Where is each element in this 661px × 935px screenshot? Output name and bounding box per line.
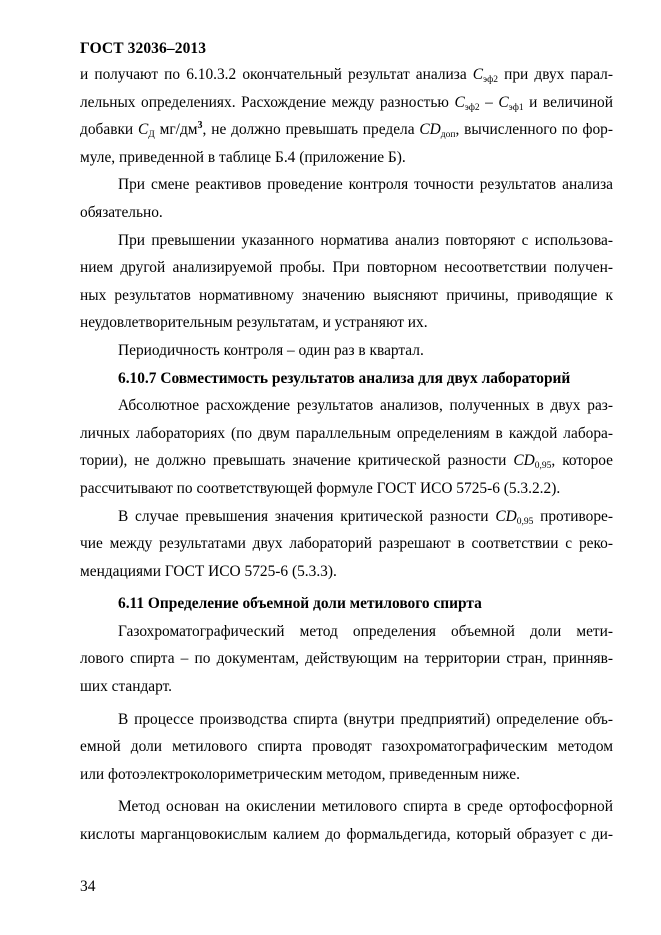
- text-line: личных лабораториях (по двум параллельным определениям в каждой лабора-: [80, 424, 613, 442]
- paragraph-production: [80, 706, 613, 789]
- section-heading-6-11: 6.11 Определение объемной доли метилового спирта: [118, 595, 482, 613]
- text-line: Периодичность контроля – один раз в квартал.: [118, 341, 424, 359]
- paragraph-result: [80, 61, 613, 171]
- paragraph-gas-chromatography: [80, 618, 613, 701]
- text-line: При превышении указанного норматива анализ повторяют с использова-: [118, 231, 613, 249]
- paragraph-reagents: [80, 171, 613, 226]
- text-line: кислоты марганцовокислым калием до формальдегида, который образует с ди-: [80, 826, 613, 844]
- text-line: Метод основан на окислении метилового спирта в среде ортофосфорной: [118, 798, 613, 816]
- page-content: [80, 61, 613, 849]
- paragraph-method: [80, 793, 613, 848]
- paragraph-periodicity: [80, 337, 613, 365]
- text-line: нием другой анализируемой пробы. При повторном несоответствии получен-: [80, 259, 613, 277]
- text-line: тории), не должно превышать значение критической разности $CD_{0,95}$, которое: [80, 452, 614, 472]
- text-line: Газохроматографический метод определения объемной доли мети-: [118, 622, 613, 640]
- text-line: В случае превышения значения критической разности $CD_{0,95}$ противоре-: [118, 507, 614, 527]
- text-line: В процессе производства спирта (внутри предприятий) определение объ-: [118, 710, 613, 728]
- text-line: лового спирта – по документам, действующим на территории стран, принняв-: [80, 650, 613, 668]
- text-line: неудовлетворительным результатам, и устраняют их.: [80, 314, 428, 332]
- text-line: обязательно.: [80, 203, 163, 221]
- paragraph-contradiction: [80, 503, 613, 586]
- text-line: лельных определениях. Расхождение между разностью $C_{эф2} - C_{эф1}$ и величиной: [80, 93, 613, 113]
- text-line: или фотоэлектроколориметрическим методом, приведенным ниже.: [80, 765, 520, 783]
- paragraph-exceedance: [80, 227, 613, 337]
- paragraph-compatibility: [80, 392, 613, 502]
- text-line: рассчитывают по соответствующей формуле ГОСТ ИСО 5725-6 (5.3.2.2).: [80, 479, 561, 497]
- text-line: При смене реактивов проведение контроля точности результатов анализа: [118, 176, 613, 194]
- text-line: ных результатов нормативному значению выясняют причины, приводящие к: [80, 286, 613, 304]
- text-line: Абсолютное расхождение результатов анализов, полученных в двух раз-: [118, 397, 613, 415]
- text-line: мендациями ГОСТ ИСО 5725-6 (5.3.3).: [80, 562, 337, 580]
- standard-header: ГОСТ 32036–2013: [80, 40, 207, 57]
- text-line: добавки $C_Д$ $мг/дм^3$, не должно превышать предела $CD_{доп}$, вычисленного по фор-: [80, 120, 614, 141]
- text-line: ших стандарт.: [80, 678, 173, 696]
- text-line: чие между результатами двух лабораторий разрешают в соответствии с реко-: [80, 535, 613, 553]
- text-line: емной доли метилового спирта проводят газохроматографическим методом: [80, 738, 613, 756]
- page-number: 34: [80, 878, 96, 895]
- text-line: муле, приведенной в таблице Б.4 (приложение Б).: [80, 148, 406, 166]
- text-line: и получают по 6.10.3.2 окончательный результат анализа $C_{эф2}$ при двух парал-: [80, 66, 613, 85]
- section-heading-6-10-7: 6.10.7 Совместимость результатов анализа для двух лабораторий: [118, 369, 571, 387]
